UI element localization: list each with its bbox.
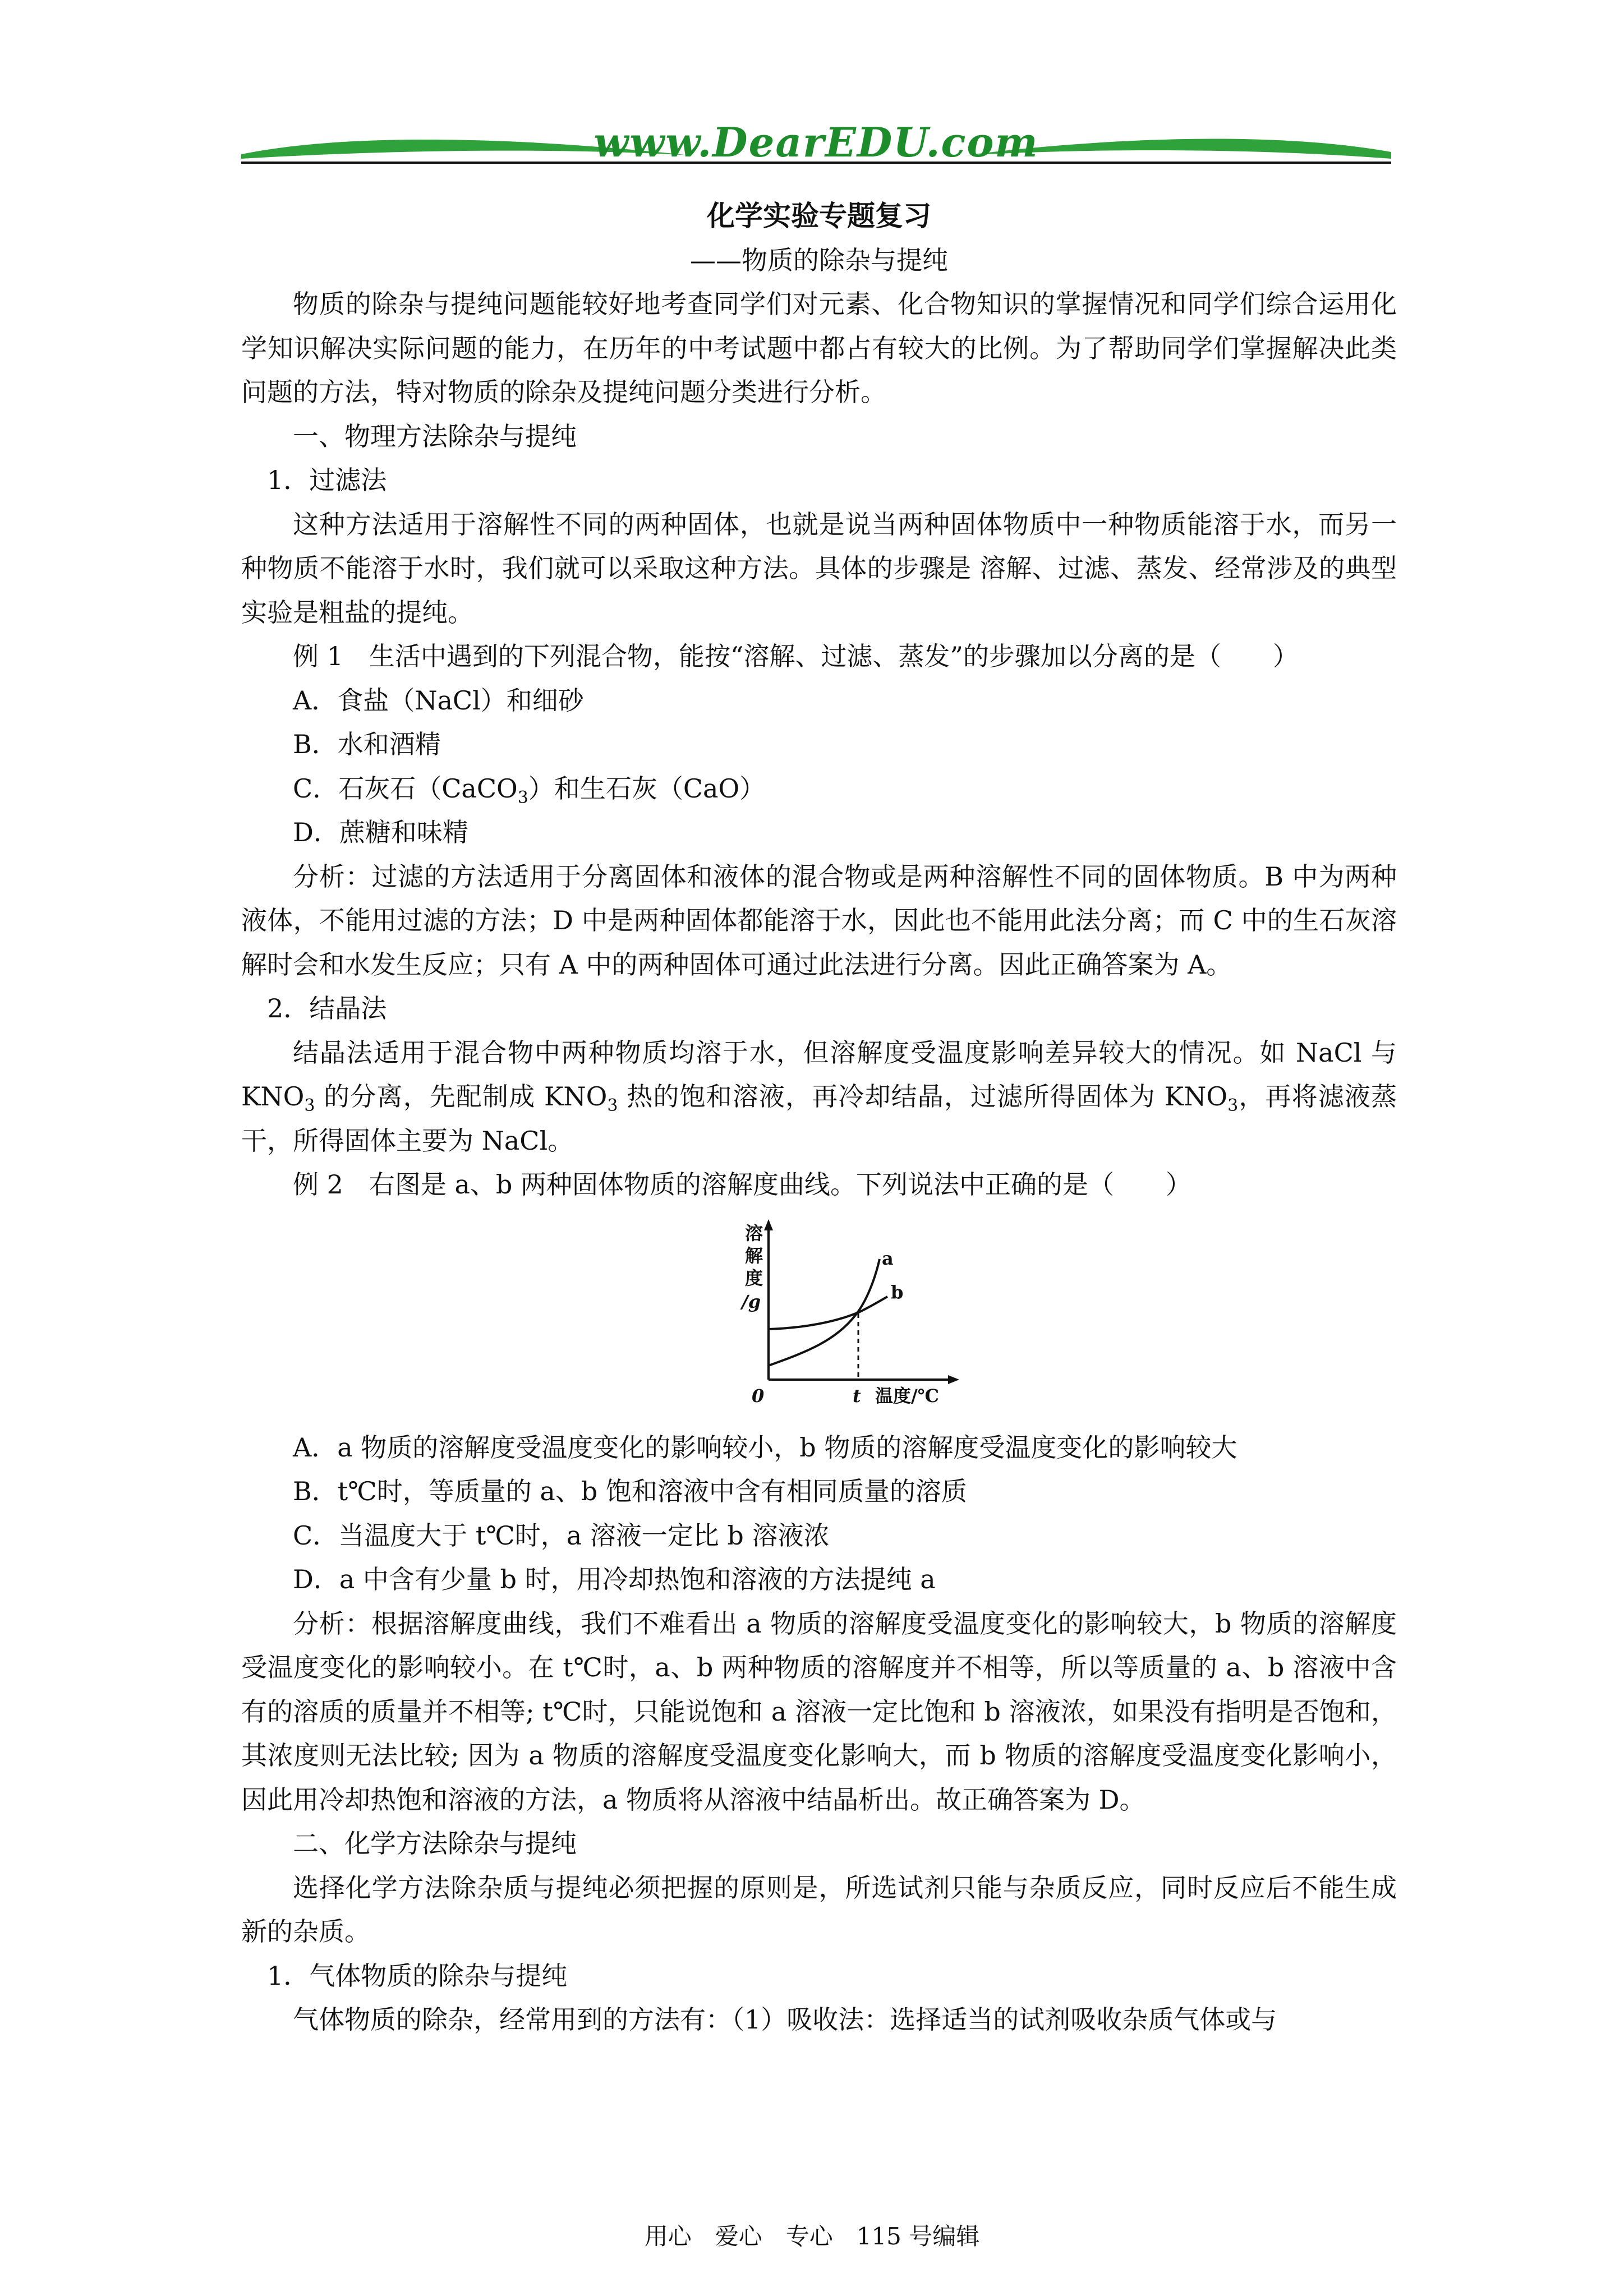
filtration-heading: 1．过滤法 [267, 465, 387, 495]
curve-b [769, 1297, 887, 1329]
example1-analysis: 分析：过滤的方法适用于分离固体和液体的混合物或是两种溶解性不同的固体物质。B 中为两种液体，不能用过滤的方法；D 中是两种固体都能溶于水，因此也不能用此法分离；而 C 中的生石灰溶解时会和水发生反应；只有 A 中的两种固体可通过此法进行分离。因此正确答案为 A。 [241, 861, 1397, 980]
crystallization-heading: 2．结晶法 [267, 993, 387, 1023]
ylabel-char-2: 解 [745, 1244, 763, 1266]
ylabel-char-4: /g [742, 1290, 761, 1312]
example2-option-a: A．a 物质的溶解度受温度变化的影响较小，b 物质的溶解度受温度变化的影响较大 [293, 1432, 1237, 1463]
curve-b-label: b [891, 1281, 904, 1303]
xlabel: 温度/℃ [875, 1385, 940, 1407]
y-axis-arrow [764, 1219, 773, 1230]
crystallization-text: 结晶法适用于混合物中两种物质均溶于水，但溶解度受温度影响差异较大的情况。如 NaCl 与 $KNO_3$ 的分离，先配制成 $KNO_3$ 热的饱和溶液，再冷却结晶，过滤所得固体为 $KNO_3$，再将滤液蒸干，所得固体主要为 NaCl。 [241, 1037, 1397, 1156]
tick-t-label: t [853, 1385, 861, 1407]
filtration-text: 这种方法适用于溶解性不同的两种固体，也就是说当两种固体物质中一种物质能溶于水，而另一种物质不能溶于水时，我们就可以采取这种方法。具体的步骤是 溶解、过滤、蒸发、经常涉及的典型实验是粗盐的提纯。 [241, 509, 1397, 628]
example1-option-c [241, 767, 1397, 811]
example1-option-d: D．蔗糖和味精 [293, 817, 468, 847]
example2-option-b: B．t℃时，等质量的 a、b 饱和溶液中含有相同质量的溶质 [293, 1476, 967, 1506]
curve-a-label: a [882, 1247, 894, 1269]
example2-option-d: D．a 中含有少量 b 时，用冷却热饱和溶液的方法提纯 a [293, 1564, 936, 1594]
section1-heading: 一、物理方法除杂与提纯 [293, 421, 577, 451]
example2-stem: 例 2 右图是 a、b 两种固体物质的溶解度曲线。下列说法中正确的是（ ） [293, 1169, 1192, 1200]
site-logo-text: www.DearEDU.com [594, 118, 1039, 166]
section2-text: 选择化学方法除杂质与提纯必须把握的原则是，所选试剂只能与杂质反应，同时反应后不能生成新的杂质。 [241, 1872, 1397, 1947]
intro-paragraph: 物质的除杂与提纯问题能较好地考查同学们对元素、化合物知识的掌握情况和同学们综合运用化学知识解决实际问题的能力，在历年的中考试题中都占有较大的比例。为了帮助同学们掌握解决此类问题的方法，特对物质的除杂及提纯问题分类进行分析。 [241, 289, 1397, 407]
example1-option-c-text: C．石灰石（CaCO$_3$）和生石灰（CaO） [293, 773, 766, 808]
gas-purification-text: 气体物质的除杂，经常用到的方法有：（1）吸收法：选择适当的试剂吸收杂质气体或与 [293, 2004, 1277, 2035]
page-title: 化学实验专题复习 [707, 199, 931, 232]
page-subtitle: ——物质的除杂与提纯 [690, 245, 948, 275]
example2-analysis: 分析：根据溶解度曲线，我们不难看出 a 物质的溶解度受温度变化的影响较大，b 物质的溶解度受温度变化的影响较小。在 t℃时，a、b 两种物质的溶解度并不相等，所以等质量的 a、b 溶液中含有的溶质的质量并不相等; t℃时，只能说饱和 a 溶液一定比饱和 b 溶液浓，如果没有指明是否饱和，其浓度则无法比较; 因为 a 物质的溶解度受温度变化影响大，而 b 物质的溶解度受温度变化影响小，因此用冷却热饱和溶液的方法，a 物质将从溶液中结晶析出。故正确答案为 D。 [241, 1608, 1397, 1815]
document-body [241, 193, 1397, 2042]
solubility-curve-figure [735, 1217, 1027, 1419]
curve-a [769, 1259, 880, 1366]
x-axis-arrow [948, 1375, 959, 1384]
example1-option-b: B．水和酒精 [293, 729, 441, 759]
origin-label: 0 [752, 1385, 765, 1407]
page-footer: 用心 爱心 专心 115 号编辑 [644, 2223, 980, 2250]
example1-stem: 例 1 生活中遇到的下列混合物，能按“溶解、过滤、蒸发”的步骤加以分离的是（ ） [293, 641, 1299, 671]
ylabel-char-3: 度 [745, 1267, 763, 1289]
ylabel-char-1: 溶 [745, 1222, 763, 1244]
example2-option-c: C．当温度大于 t℃时，a 溶液一定比 b 溶液浓 [293, 1520, 830, 1551]
gas-purification-heading: 1．气体物质的除杂与提纯 [267, 1960, 568, 1991]
section2-heading: 二、化学方法除杂与提纯 [293, 1828, 577, 1859]
example1-option-a: A．食盐（NaCl）和细砂 [293, 685, 584, 716]
